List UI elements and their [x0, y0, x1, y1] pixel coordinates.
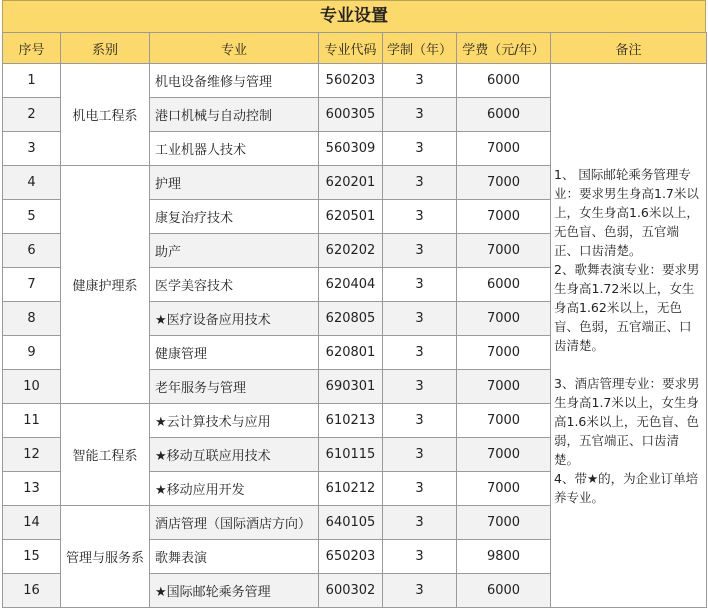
cell-fee: 7000: [457, 302, 551, 336]
cell-code: 620201: [319, 166, 383, 200]
cell-code: 650203: [319, 540, 383, 574]
cell-major: 医学美容技术: [150, 268, 319, 302]
table-title: 专业设置: [2, 0, 706, 32]
cell-no: 13: [3, 472, 61, 506]
cell-fee: 6000: [457, 268, 551, 302]
header-major: 专业: [150, 33, 319, 64]
cell-major: 老年服务与管理: [150, 370, 319, 404]
header-fee: 学费（元/年）: [457, 33, 551, 64]
cell-major: ★医疗设备应用技术: [150, 302, 319, 336]
cell-no: 5: [3, 200, 61, 234]
cell-years: 3: [383, 64, 457, 98]
cell-years: 3: [383, 166, 457, 200]
notes-cell: [551, 64, 707, 608]
cell-code: 620404: [319, 268, 383, 302]
cell-years: 3: [383, 268, 457, 302]
note-4: 4、带★的，为企业订单培养专业。: [554, 470, 699, 505]
cell-no: 4: [3, 166, 61, 200]
cell-fee: 7000: [457, 404, 551, 438]
cell-fee: 7000: [457, 336, 551, 370]
cell-major: 酒店管理（国际酒店方向）: [150, 506, 319, 540]
cell-fee: 7000: [457, 506, 551, 540]
cell-years: 3: [383, 336, 457, 370]
cell-fee: 7000: [457, 132, 551, 166]
cell-fee: 7000: [457, 370, 551, 404]
department-cell: 机电工程系: [61, 64, 150, 166]
cell-years: 3: [383, 200, 457, 234]
cell-years: 3: [383, 98, 457, 132]
cell-code: 600305: [319, 98, 383, 132]
cell-fee: 7000: [457, 200, 551, 234]
note-3: 3、酒店管理专业：要求男生身高1.7米以上，女生身高1.6米以上，无色盲、色弱，五官端正、口齿清楚。: [554, 375, 700, 467]
cell-major: 健康管理: [150, 336, 319, 370]
header-no: 序号: [3, 33, 61, 64]
cell-years: 3: [383, 404, 457, 438]
cell-major: 港口机械与自动控制: [150, 98, 319, 132]
cell-major: 康复治疗技术: [150, 200, 319, 234]
cell-code: 560309: [319, 132, 383, 166]
cell-no: 7: [3, 268, 61, 302]
department-cell: 健康护理系: [61, 166, 150, 404]
cell-no: 14: [3, 506, 61, 540]
cell-years: 3: [383, 302, 457, 336]
cell-major: 工业机器人技术: [150, 132, 319, 166]
cell-major: 歌舞表演: [150, 540, 319, 574]
cell-years: 3: [383, 540, 457, 574]
cell-years: 3: [383, 472, 457, 506]
note-2: 2、歌舞表演专业：要求男生身高1.72米以上，女生身高1.62米以上，无色盲、色弱，五官端正、口齿清楚。: [554, 261, 700, 353]
cell-years: 3: [383, 234, 457, 268]
cell-years: 3: [383, 506, 457, 540]
note-1: 1、 国际邮轮乘务管理专业：要求男生身高1.7米以上，女生身高1.6米以上，无色盲、色弱，五官端正、口齿清楚。: [554, 166, 699, 258]
cell-no: 10: [3, 370, 61, 404]
cell-code: 620202: [319, 234, 383, 268]
cell-no: 9: [3, 336, 61, 370]
cell-code: 610213: [319, 404, 383, 438]
cell-no: 2: [3, 98, 61, 132]
cell-code: 690301: [319, 370, 383, 404]
department-cell: 智能工程系: [61, 404, 150, 506]
cell-fee: 7000: [457, 166, 551, 200]
cell-no: 15: [3, 540, 61, 574]
course-table: [2, 32, 707, 608]
cell-years: 3: [383, 132, 457, 166]
cell-years: 3: [383, 370, 457, 404]
header-code: 专业代码: [319, 33, 383, 64]
cell-no: 8: [3, 302, 61, 336]
cell-major: ★移动互联应用技术: [150, 438, 319, 472]
course-table-container: [2, 0, 706, 608]
cell-no: 1: [3, 64, 61, 98]
cell-fee: 7000: [457, 472, 551, 506]
cell-fee: 6000: [457, 98, 551, 132]
cell-fee: 6000: [457, 574, 551, 608]
header-department: 系别: [61, 33, 150, 64]
cell-code: 620805: [319, 302, 383, 336]
cell-code: 640105: [319, 506, 383, 540]
header-row: [3, 33, 707, 64]
cell-no: 11: [3, 404, 61, 438]
cell-no: 3: [3, 132, 61, 166]
cell-fee: 6000: [457, 64, 551, 98]
cell-code: 620501: [319, 200, 383, 234]
header-notes: 备注: [551, 33, 707, 64]
cell-no: 16: [3, 574, 61, 608]
cell-fee: 7000: [457, 438, 551, 472]
header-years: 学制（年）: [383, 33, 457, 64]
cell-code: 620801: [319, 336, 383, 370]
cell-fee: 9800: [457, 540, 551, 574]
note-spacer: [554, 355, 703, 374]
table-row: [3, 64, 707, 98]
cell-major: 护理: [150, 166, 319, 200]
cell-major: 助产: [150, 234, 319, 268]
cell-major: ★移动应用开发: [150, 472, 319, 506]
cell-code: 560203: [319, 64, 383, 98]
cell-fee: 7000: [457, 234, 551, 268]
cell-years: 3: [383, 574, 457, 608]
cell-major: 机电设备维修与管理: [150, 64, 319, 98]
cell-no: 6: [3, 234, 61, 268]
cell-no: 12: [3, 438, 61, 472]
cell-major: ★云计算技术与应用: [150, 404, 319, 438]
cell-major: ★国际邮轮乘务管理: [150, 574, 319, 608]
cell-code: 600302: [319, 574, 383, 608]
cell-years: 3: [383, 438, 457, 472]
cell-code: 610115: [319, 438, 383, 472]
department-cell: 管理与服务系: [61, 506, 150, 608]
cell-code: 610212: [319, 472, 383, 506]
